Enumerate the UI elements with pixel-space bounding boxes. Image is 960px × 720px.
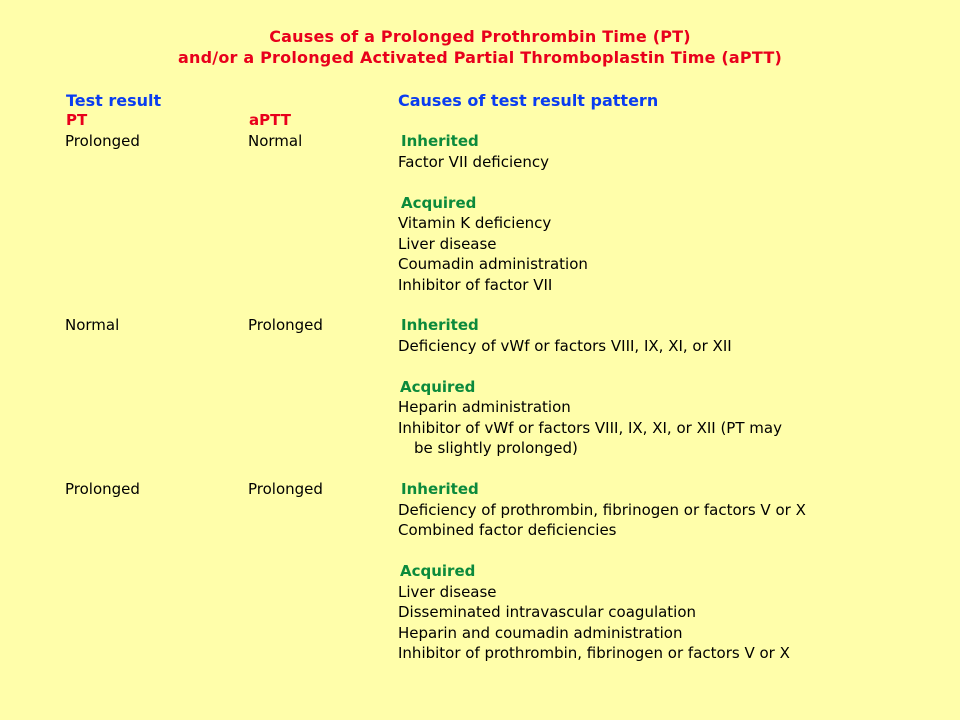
- aptt-header: aPTT: [249, 111, 291, 129]
- row-1-pt: Prolonged: [65, 132, 140, 150]
- row-3-inherited-item: Combined factor deficiencies: [398, 521, 617, 539]
- row-3-acquired-item: Disseminated intravascular coagulation: [398, 603, 697, 621]
- row-1-inherited-label: Inherited: [401, 132, 479, 150]
- row-3-acquired-item: Heparin and coumadin administration: [398, 623, 683, 642]
- row-2-aptt: Prolonged: [248, 316, 323, 334]
- row-2-acquired-item: Inhibitor of vWf or factors VIII, IX, XI, or XII (PT may: [398, 418, 782, 437]
- row-2-acquired-label: Acquired: [400, 377, 476, 396]
- row-2-acquired-item: be slightly prolonged): [414, 439, 578, 457]
- row-1-acquired-group: [398, 193, 588, 296]
- row-3-causes: [398, 479, 806, 664]
- row-3-aptt: Prolonged: [248, 480, 323, 498]
- pt-header: PT: [66, 111, 88, 129]
- row-1-causes: [398, 131, 588, 295]
- row-3-acquired-group: [398, 561, 806, 664]
- row-3-inherited-group: [398, 479, 806, 541]
- row-3-pt: Prolonged: [65, 480, 140, 498]
- row-1-acquired-item: Vitamin K deficiency: [398, 214, 552, 232]
- row-2-inherited-label: Inherited: [401, 316, 479, 334]
- row-3-acquired-item: Liver disease: [398, 582, 497, 601]
- row-2-inherited-group: [398, 315, 782, 356]
- row-1-acquired-item: Inhibitor of factor VII: [398, 275, 553, 294]
- causes-header: Causes of test result pattern: [398, 91, 659, 110]
- row-3-acquired-item: Inhibitor of prothrombin, fibrinogen or factors V or X: [398, 644, 790, 662]
- row-3-inherited-item: Deficiency of prothrombin, fibrinogen or factors V or X: [398, 500, 806, 519]
- row-3-inherited-label: Inherited: [401, 480, 479, 498]
- row-1-inherited-item: Factor VII deficiency: [398, 152, 550, 171]
- row-3-acquired-label: Acquired: [400, 562, 476, 580]
- row-1-aptt: Normal: [248, 132, 303, 150]
- test-result-header: Test result: [66, 91, 162, 110]
- title-line-1: Causes of a Prolonged Prothrombin Time (PT): [269, 27, 691, 46]
- row-2-pt: Normal: [65, 316, 120, 334]
- row-2-causes: [398, 315, 782, 459]
- row-1-acquired-label: Acquired: [401, 193, 477, 212]
- row-2-acquired-group: [398, 377, 782, 459]
- row-1-acquired-item: Liver disease: [398, 234, 497, 253]
- row-2-inherited-item: Deficiency of vWf or factors VIII, IX, XI, or XII: [398, 336, 732, 355]
- row-1-inherited-group: [398, 131, 588, 172]
- title-line-2: and/or a Prolonged Activated Partial Thromboplastin Time (aPTT): [178, 48, 782, 67]
- row-1-acquired-item: Coumadin administration: [398, 255, 588, 273]
- row-2-acquired-item: Heparin administration: [398, 398, 571, 416]
